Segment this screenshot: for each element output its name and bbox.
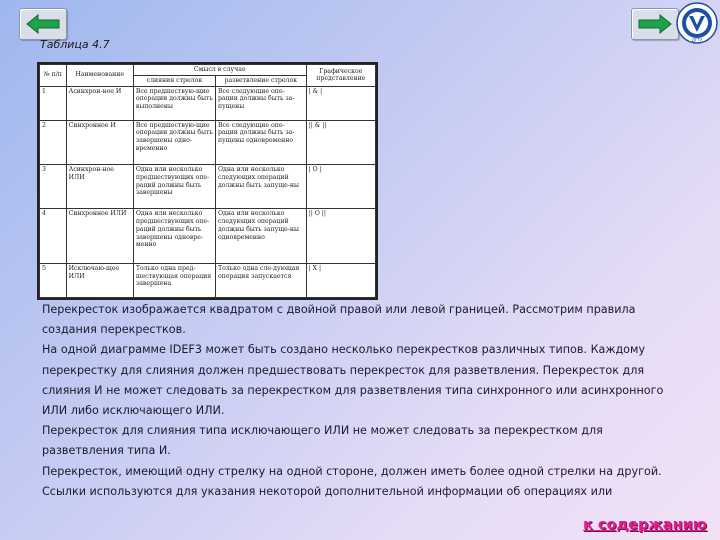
- row-graph: || & ||: [306, 120, 375, 164]
- row-name: Синхронное И: [66, 120, 133, 164]
- table-row: [40, 120, 376, 164]
- table-row: [40, 86, 376, 120]
- row-branch: Одна или несколько следующих операций должны быть запуще-ны: [215, 165, 306, 209]
- row-name: Исключаю-щее ИЛИ: [66, 263, 133, 297]
- table-caption: Таблица 4.7: [40, 38, 110, 51]
- university-emblem-icon: [676, 2, 718, 44]
- forward-button[interactable]: [631, 8, 679, 40]
- row-name: Асинхрон-ное ИЛИ: [66, 165, 133, 209]
- junction-types-table: [39, 64, 376, 298]
- row-graph: | & |: [306, 86, 375, 120]
- row-branch: Только одна сле-дующая операция запускается: [215, 263, 306, 297]
- table-row: [40, 165, 376, 209]
- arrow-right-icon: [637, 14, 673, 34]
- row-branch: Все следующие опе-рации должны быть за-пущены: [215, 86, 306, 120]
- row-merge: Одна или несколько предшествующих опе-раций должны быть завершены одновре-менно: [133, 209, 215, 263]
- back-button[interactable]: [19, 8, 67, 40]
- row-name: Асинхрон-ное И: [66, 86, 133, 120]
- row-num: 2: [40, 120, 67, 164]
- paragraph: Ссылки используются для указания некоторой дополнительной информации об операциях или: [42, 484, 613, 498]
- row-merge: Все предшествую-щие операции должны быть завершены одно-временно: [133, 120, 215, 164]
- row-num: 1: [40, 86, 67, 120]
- row-num: 4: [40, 209, 67, 263]
- row-merge: Только одна пред-шествующая операция завершена: [133, 263, 215, 297]
- row-name: Синхронное ИЛИ: [66, 209, 133, 263]
- toc-link[interactable]: к содержанию: [583, 517, 707, 533]
- header-branch: разветвление стрелок: [215, 75, 306, 86]
- row-num: 5: [40, 263, 67, 297]
- paragraph: Перекресток изображается квадратом с двойной правой или левой границей. Рассмотрим правила создания перекрестков.: [42, 303, 636, 337]
- logo-text: ДГТУ: [691, 37, 703, 43]
- paragraph: На одной диаграмме IDEF3 может быть создано несколько перекрестков различных типов. Каждому перекрестку для слияния должен предшествовать перекресток для разветвления. Перекресток для слияния И не может следовать за перекрестком для разветвления типа синхронного или асинхронного ИЛИ либо исключающего ИЛИ.: [42, 343, 664, 418]
- row-branch: Все следующие опе-рации должны быть за-пущены одновременно: [215, 120, 306, 164]
- arrow-left-icon: [25, 14, 61, 34]
- body-text: [42, 300, 682, 502]
- scanned-table: [37, 62, 378, 300]
- row-merge: Одна или несколько предшествующих опе-раций должны быть завершены: [133, 165, 215, 209]
- header-merge: слияния стрелок: [133, 75, 215, 86]
- header-name: Наименование: [66, 65, 133, 87]
- row-graph: || O ||: [306, 209, 375, 263]
- row-graph: | O |: [306, 165, 375, 209]
- row-merge: Все предшествую-щие операции должны быть выполнены: [133, 86, 215, 120]
- table-row: [40, 209, 376, 263]
- table-row: [40, 263, 376, 297]
- header-meaning: Смысл в случае: [133, 65, 306, 76]
- header-num: № п/п: [40, 65, 67, 87]
- row-graph: | X |: [306, 263, 375, 297]
- row-num: 3: [40, 165, 67, 209]
- paragraph: Перекресток, имеющий одну стрелку на одной стороне, должен иметь более одной стрелки на другой.: [42, 464, 662, 478]
- header-graph: Графическое представление: [306, 65, 375, 87]
- row-branch: Одна или несколько следующих операций должны быть запуще-ны одновременно: [215, 209, 306, 263]
- paragraph: Перекресток для слияния типа исключающего ИЛИ не может следовать за перекрестком для разветвления типа И.: [42, 424, 603, 458]
